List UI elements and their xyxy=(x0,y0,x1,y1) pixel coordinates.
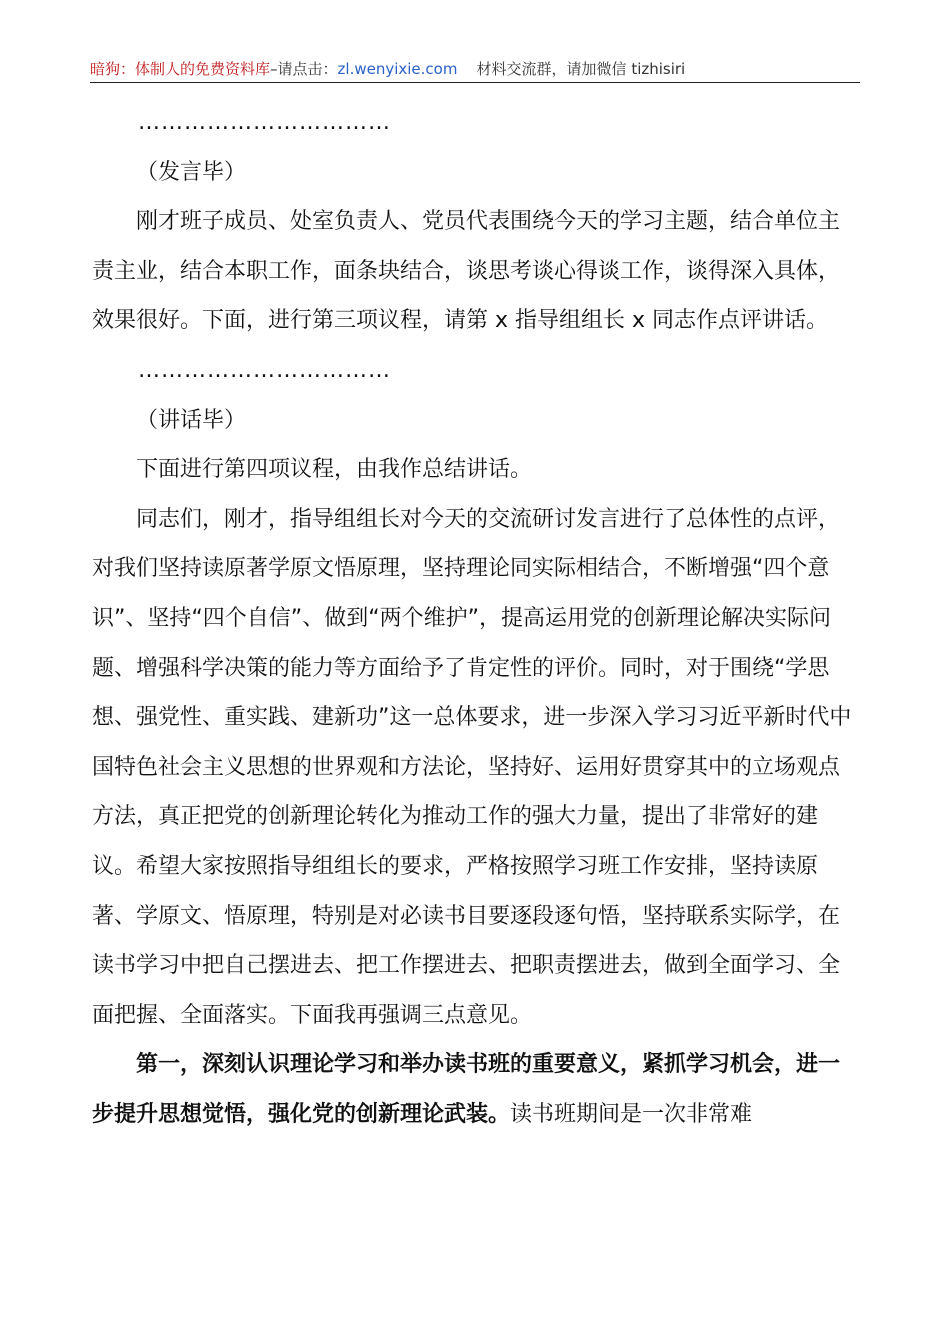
header-wechat-note: 材料交流群，请加微信 tizhisiri xyxy=(476,60,686,78)
header-brand: 暗狗：体制人的免费资料库 xyxy=(90,60,271,78)
paragraph: 刚才班子成员、处室负责人、党员代表围绕今天的学习主题，结合单位主责主业，结合本职工作，面条块结合，谈思考谈心得谈工作，谈得深入具体，效果很好。下面，进行第三项议程，请第 x 指导组组长 x 同志作点评讲话。 xyxy=(92,209,841,334)
header-divider xyxy=(90,82,860,83)
paragraph: 下面进行第四项议程，由我作总结讲话。 xyxy=(136,457,533,483)
ellipsis-line: …………………………… xyxy=(138,110,391,135)
header-click-prompt: –请点击： xyxy=(270,60,338,78)
document-body xyxy=(92,98,860,1139)
ellipsis-line: …………………………… xyxy=(138,357,391,383)
point-heading: 第一，深刻认识理论学习和举办读书班的重要意义，紧抓学习机会，进一步提升思想觉悟，强化党的创新理论武装。 xyxy=(92,1052,841,1127)
speech-end-note: （讲话毕） xyxy=(136,407,247,433)
speech-end-note: （发言毕） xyxy=(136,159,247,185)
point-body: 读书班期间是一次非常难 xyxy=(510,1101,753,1127)
paragraph-first-point xyxy=(92,1040,860,1139)
page-header xyxy=(90,58,860,80)
paragraph: 同志们，刚才，指导组组长对今天的交流研讨发言进行了总体性的点评，对我们坚持读原著学原文悟原理，坚持理论同实际相结合，不断增强“四个意识”、坚持“四个自信”、做到“两个维护”，提高运用党的创新理论解决实际问题、增强科学决策的能力等方面给予了肯定性的评价。同时，对于围绕“学思想、强党性、重实践、建新功”这一总体要求，进一步深入学习习近平新时代中国特色社会主义思想的世界观和方法论，坚持好、运用好贯穿其中的立场观点方法，真正把党的创新理论转化为推动工作的强大力量，提出了非常好的建议。希望大家按照指导组组长的要求，严格按照学习班工作安排，坚持读原著、学原文、悟原理，特别是对必读书目要逐段逐句悟，坚持联系实际学，在读书学习中把自己摆进去、把工作摆进去、把职责摆进去，做到全面学习、全面把握、全面落实。下面我再强调三点意见。 xyxy=(92,506,852,1028)
header-link[interactable]: zl.wenyixie.com xyxy=(337,60,458,78)
